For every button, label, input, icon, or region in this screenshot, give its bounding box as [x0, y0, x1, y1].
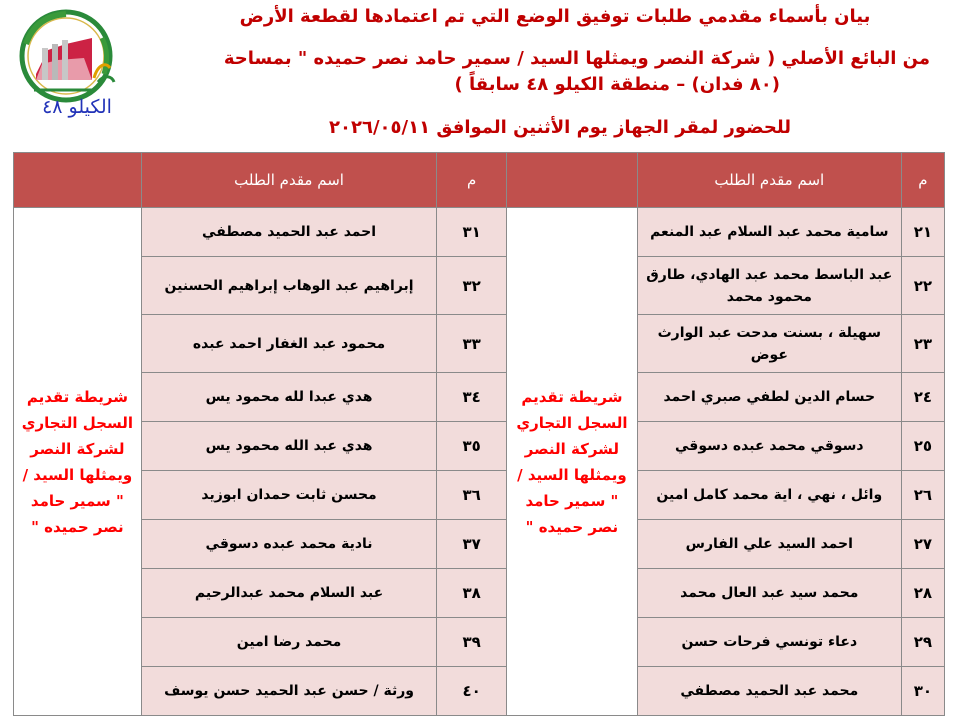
table-row	[14, 520, 945, 569]
table-row	[14, 257, 945, 315]
applicant-name: نادية محمد عبده دسوقي	[141, 520, 437, 569]
row-number: ٣٥	[437, 422, 507, 471]
applicant-name: ورثة / حسن عبد الحميد حسن يوسف	[141, 667, 437, 716]
attendance-date: للحضور لمقر الجهاز يوم الأثنين الموافق ٢٠٢٦/٠٥/١١	[329, 117, 791, 138]
row-number: ٣٧	[437, 520, 507, 569]
applicant-name: محمود عبد الغفار احمد عبده	[141, 315, 437, 373]
row-number: ٢٣	[901, 315, 944, 373]
applicant-name: إبراهيم عبد الوهاب إبراهيم الحسنين	[141, 257, 437, 315]
row-number: ٣١	[437, 208, 507, 257]
table-row	[14, 618, 945, 667]
condition-note: شريطة تقديم السجل التجاري لشركة النصر ويمثلها السيد / " سمير حامد نصر حميده "	[14, 208, 142, 716]
condition-note: شريطة تقديم السجل التجاري لشركة النصر ويمثلها السيد / " سمير حامد نصر حميده "	[506, 208, 637, 716]
applicant-name: عبد الباسط محمد عبد الهادي، طارق محمود محمد	[637, 257, 901, 315]
col-header-number: م	[437, 153, 507, 208]
row-number: ٤٠	[437, 667, 507, 716]
table-row	[14, 373, 945, 422]
table-row	[14, 208, 945, 257]
logo-caption: الكيلو ٤٨	[42, 96, 112, 118]
col-header-number: م	[901, 153, 944, 208]
applicant-name: هدي عبدا لله محمود يس	[141, 373, 437, 422]
applicant-name: دعاء تونسي فرحات حسن	[637, 618, 901, 667]
table-header-row	[14, 153, 945, 208]
row-number: ٢٦	[901, 471, 944, 520]
applicant-name: هدي عبد الله محمود يس	[141, 422, 437, 471]
applicant-name: محمد عبد الحميد مصطفي	[637, 667, 901, 716]
row-number: ٢٤	[901, 373, 944, 422]
applicant-name: عبد السلام محمد عبدالرحيم	[141, 569, 437, 618]
col-header-note	[14, 153, 142, 208]
row-number: ٢٢	[901, 257, 944, 315]
row-number: ٢٩	[901, 618, 944, 667]
row-number: ٣٢	[437, 257, 507, 315]
header-subtitle-line1: من البائع الأصلي ( شركة النصر ويمثلها السيد / سمير حامد نصر حميده " بمساحة	[223, 48, 930, 69]
applicant-name: احمد السيد علي الفارس	[637, 520, 901, 569]
applicant-name: دسوقي محمد عبده دسوقي	[637, 422, 901, 471]
header-subtitle-line2: (٨٠ فدان) – منطقة الكيلو ٤٨ سابقاً )	[454, 74, 780, 95]
row-number: ٢١	[901, 208, 944, 257]
table-row	[14, 422, 945, 471]
applicant-name: محمد رضا امين	[141, 618, 437, 667]
table-row	[14, 315, 945, 373]
applicant-name: محسن ثابت حمدان ابوزيد	[141, 471, 437, 520]
row-number: ٣٩	[437, 618, 507, 667]
row-number: ٣٤	[437, 373, 507, 422]
header-title: بيان بأسماء مقدمي طلبات توفيق الوضع التي تم اعتمادها لقطعة الأرض	[239, 6, 871, 27]
row-number: ٢٧	[901, 520, 944, 569]
table-row	[14, 667, 945, 716]
row-number: ٢٨	[901, 569, 944, 618]
row-number: ٣٣	[437, 315, 507, 373]
applicant-name: سامية محمد عبد السلام عبد المنعم	[637, 208, 901, 257]
row-number: ٢٥	[901, 422, 944, 471]
row-number: ٣٠	[901, 667, 944, 716]
row-number: ٣٨	[437, 569, 507, 618]
table-row	[14, 569, 945, 618]
col-header-note	[506, 153, 637, 208]
col-header-name: اسم مقدم الطلب	[637, 153, 901, 208]
table-row	[14, 471, 945, 520]
applicant-name: حسام الدين لطفي صبري احمد	[637, 373, 901, 422]
applicant-name: احمد عبد الحميد مصطفي	[141, 208, 437, 257]
applicant-name: سهيلة ، بسنت مدحت عبد الوارث عوض	[637, 315, 901, 373]
col-header-name: اسم مقدم الطلب	[141, 153, 437, 208]
applicant-name: محمد سيد عبد العال محمد	[637, 569, 901, 618]
applicant-name: وائل ، نهي ، اية محمد كامل امين	[637, 471, 901, 520]
row-number: ٣٦	[437, 471, 507, 520]
applicants-table	[13, 152, 945, 716]
